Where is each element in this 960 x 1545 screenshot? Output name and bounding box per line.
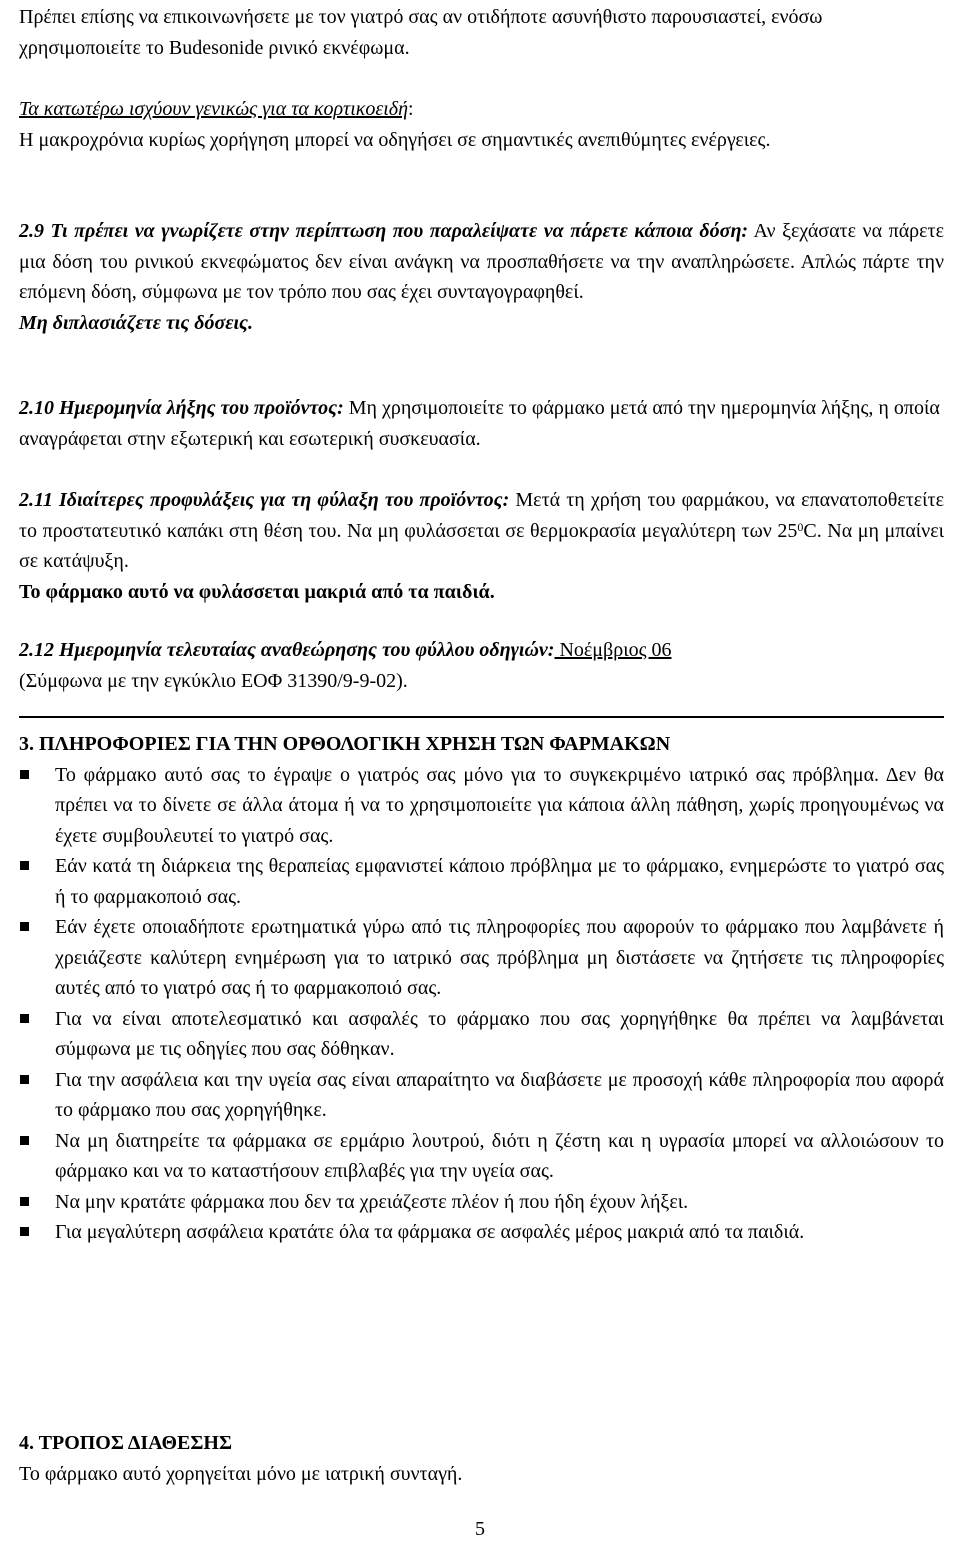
section-2-11: 2.11 Ιδιαίτερες προφυλάξεις για τη φύλαξη του προϊόντος: Μετά τη χρήση του φαρμάκου, να επανατοποθετείτε το προστατευτικό καπάκι στη θέση του. Να μη φυλάσσεται σε θερμοκρασία μεγαλύτερη των $25^0C$. Να μη μπαίνει σε κατάψυξη. Το φάρμακο αυτό να φυλάσσεται μακριά από τα παιδιά. xyxy=(19,489,945,603)
square-bullet-icon xyxy=(20,1197,29,1206)
corticoids-paragraph: Τα κατωτέρω ισχύουν γενικώς για τα κορτικοειδή: Η μακροχρόνια κυρίως χορήγηση μπορεί να οδηγήσει σε σημαντικές ανεπιθύμητες ενέργειες. xyxy=(19,98,771,151)
section-2-9-heading: 2.9 Τι πρέπει να γνωρίζετε στην περίπτωση που παραλείψατε να πάρετε κάποια δόση: xyxy=(19,220,749,242)
section-2-9 xyxy=(19,216,944,338)
double-dose-warning: Μη διπλασιάζετε τις δόσεις. xyxy=(19,311,253,334)
list-item: Εάν κατά τη διάρκεια της θεραπείας εμφανιστεί κάποιο πρόβλημα με το φάρμακο, ενημερώστε το γιατρό σας ή το φαρμακοποιό σας. xyxy=(19,851,944,912)
section-2-10-text: Μη χρησιμοποιείτε το φάρμακο μετά από την ημερομηνία λήξης, η οποία αναγράφεται στην εξωτερική και εσωτερική συσκευασία. xyxy=(19,397,940,450)
section-4-heading: 4. ΤΡΟΠΟΣ ΔΙΑΘΕΣΗΣ xyxy=(19,1432,233,1454)
list-item: Να μην κρατάτε φάρμακα που δεν τα χρειάζεστε πλέον ή που ήδη έχουν λήξει. xyxy=(19,1187,944,1218)
square-bullet-icon xyxy=(20,1014,29,1023)
page-number: 5 xyxy=(475,1518,485,1540)
square-bullet-icon xyxy=(20,1227,29,1236)
square-bullet-icon xyxy=(20,1075,29,1084)
square-bullet-icon xyxy=(20,770,29,779)
list-item: Το φάρμακο αυτό σας το έγραψε ο γιατρός σας μόνο για το συγκεκριμένο ιατρικό σας πρόβλημα. Δεν θα πρέπει να το δίνετε σε άλλα άτομα ή να το χρησιμοποιείτε για κάποια άλλη πάθηση, χωρίς προηγουμένως να έχετε συμβουλευτεί το γιατρό σας. xyxy=(19,760,944,852)
list-item: Εάν έχετε οποιαδήποτε ερωτηματικά γύρω από τις πληροφορίες που αφορούν το φάρμακο που λαμβάνετε ή χρειάζεστε καλύτερη ενημέρωση για το ιατρικό σας πρόβλημα μη διστάσετε να ζητήσετε τις πληροφορίες αυτές από το γιατρό σας ή το φαρμακοποιό σας. xyxy=(19,912,944,1004)
section-2-11-heading: 2.11 Ιδιαίτερες προφυλάξεις για τη φύλαξη του προϊόντος: xyxy=(19,489,510,511)
list-item: Να μη διατηρείτε τα φάρμακα σε ερμάριο λουτρού, διότι η ζέστη και η υγρασία μπορεί να αλλοιώσουν το φάρμακο και να το καταστήσουν επιβλαβές για την υγεία σας. xyxy=(19,1126,944,1187)
section-2-10-heading: 2.10 Ημερομηνία λήξης του προϊόντος: xyxy=(19,397,344,419)
section-2-11-text: Μετά τη χρήση του φαρμάκου, να επανατοποθετείτε το προστατευτικό καπάκι στη θέση του. Να μη φυλάσσεται σε θερμοκρασία μεγαλύτερη των 25 xyxy=(19,489,944,542)
children-warning: Το φάρμακο αυτό να φυλάσσεται μακριά από τα παιδιά. xyxy=(19,580,495,603)
section-2-12-heading: 2.12 Ημερομηνία τελευταίας αναθεώρησης του φύλλου οδηγιών: xyxy=(19,639,555,661)
square-bullet-icon xyxy=(20,1136,29,1145)
revision-date: Νοέμβριος 06 xyxy=(554,639,672,661)
section-4 xyxy=(19,1428,944,1489)
section-divider xyxy=(19,716,944,718)
list-item: Για μεγαλύτερη ασφάλεια κρατάτε όλα τα φάρμακα σε ασφαλές μέρος μακριά από τα παιδιά. xyxy=(19,1217,944,1248)
corticoids-text: Η μακροχρόνια κυρίως χορήγηση μπορεί να οδηγήσει σε σημαντικές ανεπιθύμητες ενέργειες. xyxy=(19,128,771,151)
section-4-text: Το φάρμακο αυτό χορηγείται μόνο με ιατρική συνταγή. xyxy=(19,1462,463,1485)
section-2-12 xyxy=(19,635,944,696)
corticoids-heading: Τα κατωτέρω ισχύουν γενικώς για τα κορτικοειδή xyxy=(19,98,409,120)
intro-paragraph: Πρέπει επίσης να επικοινωνήσετε με τον γιατρό σας αν οτιδήποτε ασυνήθιστο παρουσιαστεί, ενόσω χρησιμοποιείτε το Budesonide ρινικό εκνέφωμα. xyxy=(19,6,823,59)
section-3-heading: 3. ΠΛΗΡΟΦΟΡΙΕΣ ΓΙΑ ΤΗΝ ΟΡΘΟΛΟΓΙΚΗ ΧΡΗΣΗ ΤΩΝ ΦΑΡΜΑΚΩΝ xyxy=(19,733,671,755)
list-item: Για να είναι αποτελεσματικό και ασφαλές το φάρμακο που σας χορηγήθηκε θα πρέπει να λαμβάνεται σύμφωνα με τις οδηγίες που σας δόθηκαν. xyxy=(19,1004,944,1065)
circular-note: (Σύμφωνα με την εγκύκλιο ΕΟΦ 31390/9-9-02). xyxy=(19,669,408,692)
square-bullet-icon xyxy=(20,922,29,931)
rational-use-list xyxy=(19,760,944,1248)
section-2-9-text: Αν ξεχάσατε να πάρετε μια δόση του ρινικού εκνεφώματος δεν είναι ανάγκη να προσπαθήσετε να την αναπληρώσετε. Απλώς πάρτε την επόμενη δόση, σύμφωνα με τον τρόπο που σας έχει συνταγογραφηθεί. xyxy=(19,220,944,303)
list-item: Για την ασφάλεια και την υγεία σας είναι απαραίτητο να διαβάσετε με προσοχή κάθε πληροφορία που αφορά το φάρμακο που σας χορηγήθηκε. xyxy=(19,1065,944,1126)
section-2-10 xyxy=(19,393,944,454)
square-bullet-icon xyxy=(20,861,29,870)
section-3 xyxy=(19,729,944,1248)
degree-mark: 0 xyxy=(797,519,804,534)
